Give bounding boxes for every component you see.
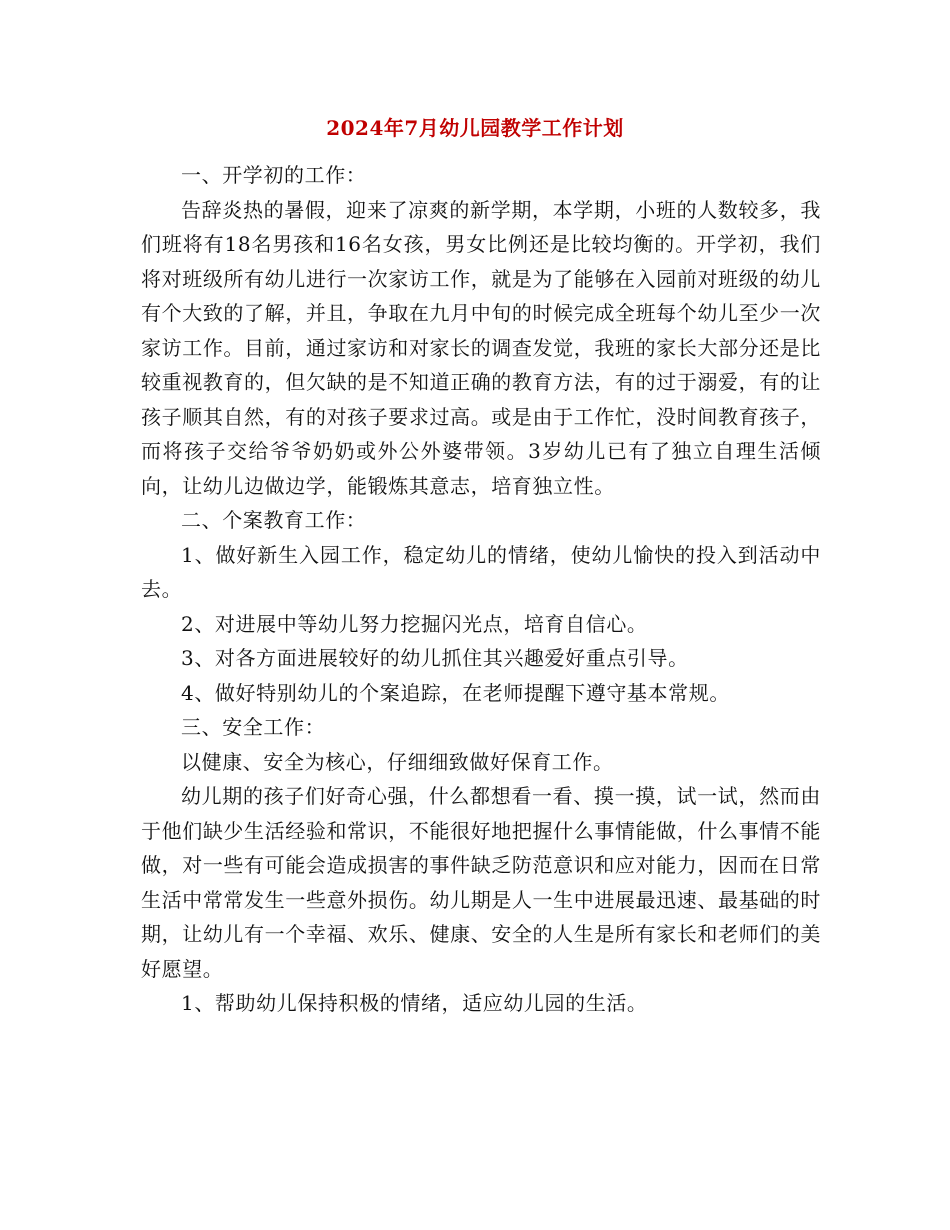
list-item: 3、对各方面进展较好的幼儿抓住其兴趣爱好重点引导。: [181, 646, 689, 670]
section-heading-3: 三、安全工作：: [181, 715, 326, 739]
document-title: 2024年7月幼儿园教学工作计划: [326, 116, 624, 140]
document-body: [141, 158, 821, 1021]
list-item: 2、对进展中等幼儿努力挖掘闪光点，培育自信心。: [181, 611, 648, 636]
body-paragraph: 以健康、安全为核心，仔细细致做好保育工作。: [181, 749, 614, 774]
list-item: 1、帮助幼儿保持积极的情绪，适应幼儿园的生活。: [181, 991, 648, 1015]
body-paragraph: 告辞炎热的暑假，迎来了凉爽的新学期，本学期，小班的人数较多，我们班将有18名男孩和16名女孩，男女比例还是比较均衡的。开学初，我们将对班级所有幼儿进行一次家访工作，就是为了能够在入园前对班级的幼儿有个大致的了解，并且，争取在九月中旬的时候完成全班每个幼儿至少一次家访工作。目前，通过家访和对家长的调查发觉，我班的家长大部分还是比较重视教育的，但欠缺的是不知道正确的教育方法，有的过于溺爱，有的让孩子顺其自然，有的对孩子要求过高。或是由于工作忙，没时间教育孩子，而将孩子交给爷爷奶奶或外公外婆带领。3岁幼儿已有了独立自理生活倾向，让幼儿边做边学，能锻炼其意志，培育独立性。: [141, 197, 821, 498]
list-item: 1、做好新生入园工作，稳定幼儿的情绪，使幼儿愉快的投入到活动中去。: [141, 542, 821, 601]
section-heading-2: 二、个案教育工作：: [181, 508, 367, 532]
list-item: 4、做好特别幼儿的个案追踪，在老师提醒下遵守基本常规。: [181, 680, 730, 705]
body-paragraph: 幼儿期的孩子们好奇心强，什么都想看一看、摸一摸，试一试，然而由于他们缺少生活经验和常识，不能很好地把握什么事情能做，什么事情不能做，对一些有可能会造成损害的事件缺乏防范意识和应对能力，因而在日常生活中常常发生一些意外损伤。幼儿期是人一生中进展最迅速、最基础的时期，让幼儿有一个幸福、欢乐、健康、安全的人生是所有家长和老师们的美好愿望。: [141, 784, 821, 981]
section-heading-1: 一、开学初的工作：: [181, 163, 367, 187]
